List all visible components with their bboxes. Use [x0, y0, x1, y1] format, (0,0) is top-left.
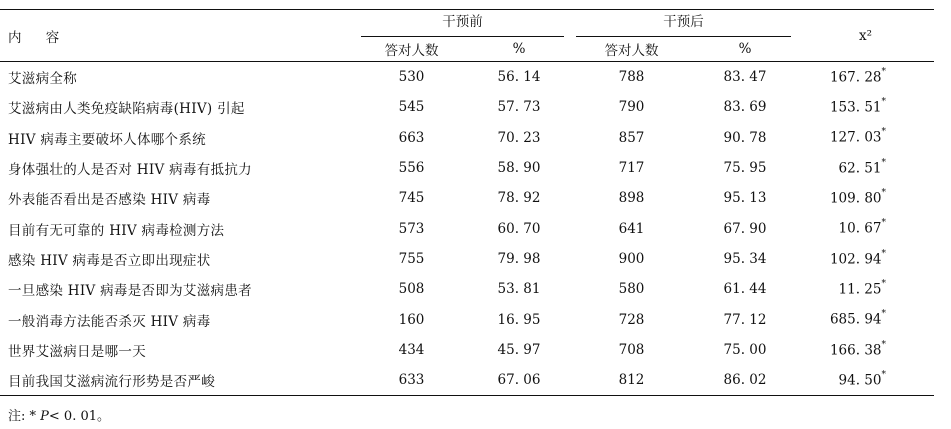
- after-percent: 77. 12: [723, 311, 767, 328]
- table-row: [0, 304, 934, 334]
- item-label: HIV 病毒主要破坏人体哪个系统: [8, 131, 206, 148]
- chi-square-value: 109. 80*: [829, 188, 886, 207]
- table-row: [0, 365, 934, 396]
- after-percent: 95. 34: [723, 250, 767, 267]
- before-group-header: [355, 10, 570, 37]
- before-percent: 79. 98: [497, 250, 541, 267]
- item-label: 一旦感染 HIV 病毒是否即为艾滋病患者: [8, 283, 252, 300]
- chi-square-value: 10. 67*: [838, 218, 886, 237]
- after-percent: 83. 47: [723, 69, 767, 86]
- chi-square-value: 127. 03*: [829, 127, 886, 146]
- before-correct-count: 573: [398, 220, 425, 237]
- after-percent: 75. 00: [723, 341, 767, 358]
- after-percent: 75. 95: [723, 160, 767, 177]
- before-percent: 58. 90: [497, 160, 541, 177]
- before-correct-count: 530: [398, 69, 425, 86]
- before-percent: 67. 06: [497, 372, 541, 389]
- table-row: [0, 183, 934, 213]
- after-percent: 95. 13: [723, 190, 767, 207]
- before-correct-count: 508: [398, 281, 425, 298]
- results-table: [0, 9, 934, 396]
- before-percent: 70. 23: [497, 129, 541, 146]
- significance-mark: *: [881, 188, 886, 199]
- after-percent: 61. 44: [723, 281, 767, 298]
- after-percent: 86. 02: [723, 372, 767, 389]
- item-label: 外表能否看出是否感染 HIV 病毒: [8, 192, 211, 209]
- item-label: 艾滋病由人类免疫缺陷病毒(HIV) 引起: [8, 101, 245, 118]
- before-correct-header: 答对人数: [384, 43, 439, 59]
- significance-mark: *: [881, 278, 886, 289]
- after-correct-count: 788: [618, 69, 645, 86]
- before-correct-count: 434: [398, 341, 425, 358]
- before-percent: 16. 95: [497, 311, 541, 328]
- after-pct-header: %: [738, 41, 752, 57]
- significance-mark: *: [881, 157, 886, 168]
- after-correct-count: 900: [618, 250, 645, 267]
- footnote-p-symbol: P: [40, 409, 49, 424]
- significance-mark: *: [881, 339, 886, 350]
- after-correct-count: 812: [618, 372, 645, 389]
- table-row: [0, 244, 934, 274]
- before-correct-count: 160: [398, 311, 425, 328]
- before-correct-count: 745: [398, 190, 425, 207]
- after-correct-count: 790: [618, 99, 645, 116]
- chi-square-value: 166. 38*: [829, 339, 886, 359]
- significance-mark: *: [881, 127, 886, 138]
- table-row: [0, 335, 934, 365]
- chi-square-header: x²: [858, 27, 873, 44]
- chi-square-value: 102. 94*: [829, 248, 886, 268]
- after-percent: 83. 69: [723, 99, 767, 116]
- item-label: 艾滋病全称: [8, 71, 77, 88]
- before-percent: 78. 92: [497, 190, 541, 207]
- after-correct-count: 728: [618, 311, 645, 328]
- chi-square-value: 11. 25*: [838, 278, 886, 298]
- table-row: [0, 62, 934, 92]
- before-label: 干预前: [442, 14, 483, 30]
- table-row: [0, 123, 934, 153]
- table-row: [0, 153, 934, 183]
- before-correct-count: 663: [398, 129, 425, 146]
- significance-mark: *: [881, 66, 886, 77]
- after-percent: 67. 90: [723, 220, 767, 237]
- significance-mark: *: [881, 369, 886, 380]
- chi-square-value: 62. 51*: [838, 157, 886, 177]
- significance-mark: *: [881, 218, 886, 229]
- after-correct-count: 717: [618, 160, 645, 177]
- before-percent: 60. 70: [497, 220, 541, 237]
- before-percent: 45. 97: [497, 341, 541, 358]
- significance-mark: *: [881, 97, 886, 108]
- chi-square-value: 167. 28*: [829, 66, 886, 86]
- item-label: 一般消毒方法能否杀灭 HIV 病毒: [8, 313, 211, 330]
- chi-square-value: 153. 51*: [829, 97, 886, 116]
- significance-mark: *: [881, 309, 886, 320]
- after-correct-count: 708: [618, 341, 645, 358]
- content-column-header: 内 容: [8, 29, 70, 46]
- after-group-header: [570, 10, 797, 37]
- before-correct-count: 633: [398, 372, 425, 389]
- item-label: 身体强壮的人是否对 HIV 病毒有抵抗力: [8, 162, 252, 179]
- after-correct-count: 641: [618, 220, 645, 237]
- item-label: 目前有无可靠的 HIV 病毒检测方法: [8, 222, 225, 239]
- item-label: 世界艾滋病日是哪一天: [8, 343, 146, 360]
- before-percent: 56. 14: [497, 69, 541, 86]
- before-pct-header: %: [512, 41, 526, 57]
- table-row: [0, 213, 934, 243]
- table-footnote: [8, 405, 110, 424]
- before-correct-count: 556: [398, 160, 425, 177]
- after-correct-count: 898: [618, 190, 645, 207]
- after-correct-header: 答对人数: [604, 43, 659, 59]
- chi-square-value: 94. 50*: [838, 369, 886, 389]
- before-correct-count: 755: [398, 250, 425, 267]
- significance-mark: *: [881, 248, 886, 259]
- after-correct-count: 857: [618, 129, 645, 146]
- after-percent: 90. 78: [723, 129, 767, 146]
- after-correct-count: 580: [618, 281, 645, 298]
- table-row: [0, 92, 934, 122]
- before-percent: 57. 73: [497, 99, 541, 116]
- before-percent: 53. 81: [497, 281, 541, 298]
- item-label: 感染 HIV 病毒是否立即出现症状: [8, 252, 211, 269]
- table-row: [0, 274, 934, 304]
- after-label: 干预后: [663, 14, 704, 30]
- before-correct-count: 545: [398, 99, 425, 116]
- item-label: 目前我国艾滋病流行形势是否严峻: [8, 374, 215, 391]
- footnote-prefix: 注: *: [8, 409, 37, 424]
- footnote-threshold: < 0. 01。: [48, 409, 111, 424]
- chi-square-value: 685. 94*: [829, 309, 886, 328]
